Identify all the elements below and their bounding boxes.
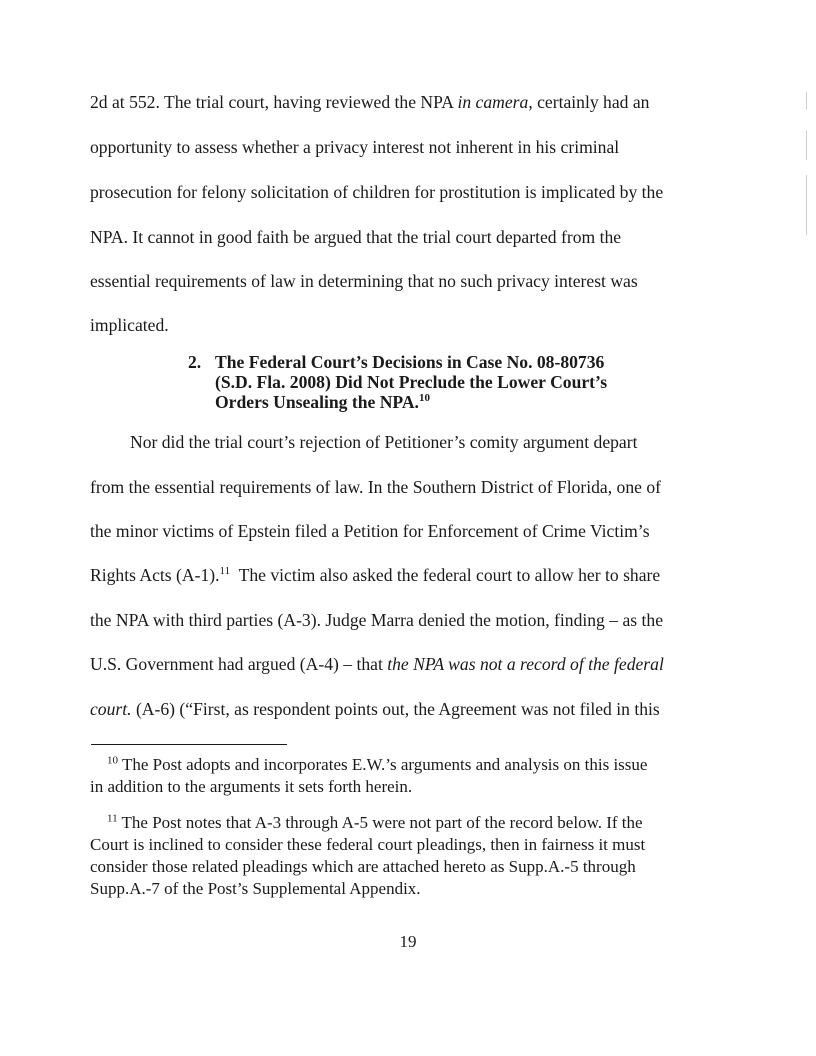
text-line: Rights Acts (A-1).$^{11}$ The victim also asked the federal court to allow her to share: [90, 565, 661, 585]
text-line: U.S. Government had argued (A-4) – that the NPA was not a record of the federal: [90, 654, 664, 674]
heading-number: 2.: [188, 352, 202, 372]
footnote-number: 11: [107, 812, 118, 825]
heading-line: The Federal Court’s Decisions in Case No. 08-80736: [215, 352, 605, 372]
text-line: court. (A-6) (“First, as respondent points out, the Agreement was not filed in this: [90, 699, 660, 719]
text-line: prosecution for felony solicitation of children for prostitution is implicated by the: [90, 182, 664, 202]
footnote-10: $^{10}$ The Post adopts and incorporates E.W.’s arguments and analysis on this issue in addition to the arguments it sets forth herein.: [90, 754, 648, 796]
footnote-ref-11: 11: [219, 565, 231, 578]
text-line: essential requirements of law in determining that no such privacy interest was: [90, 271, 638, 291]
scan-mark: [806, 130, 807, 160]
text-line: implicated.: [90, 315, 169, 335]
text-line: the minor victims of Epstein filed a Petition for Enforcement of Crime Victim’s: [90, 521, 650, 541]
footnote-number: 10: [107, 754, 118, 767]
text-line: NPA. It cannot in good faith be argued that the trial court departed from the: [90, 227, 622, 247]
scan-mark: [806, 175, 807, 235]
heading-line: (S.D. Fla. 2008) Did Not Preclude the Lower Court’s: [215, 372, 608, 392]
text-line: opportunity to assess whether a privacy interest not inherent in his criminal: [90, 137, 620, 157]
heading-line: Orders Unsealing the NPA.$^{10}$: [215, 392, 430, 412]
scan-mark: [806, 92, 807, 110]
text-line: from the essential requirements of law. In the Southern District of Florida, one of: [90, 477, 661, 497]
text-line: Nor did the trial court’s rejection of Petitioner’s comity argument depart: [130, 432, 638, 452]
page-number: 19: [399, 932, 417, 951]
footnote-11: $^{11}$ The Post notes that A-3 through A-5 were not part of the record below. If the Court is inclined to consider these federal court pleadings, then in fairness it must consider those related pleadings which are attached hereto as Supp.A.-5 through Supp.A.-7 of the Post’s Supplemental Appendix.: [90, 812, 646, 898]
footnote-separator: [91, 744, 287, 745]
footnote-ref-10: 10: [418, 392, 430, 405]
text-line: 2d at 552. The trial court, having reviewed the NPA in camera, certainly had an: [90, 92, 650, 112]
text-line: the NPA with third parties (A-3). Judge Marra denied the motion, finding – as the: [90, 610, 663, 630]
